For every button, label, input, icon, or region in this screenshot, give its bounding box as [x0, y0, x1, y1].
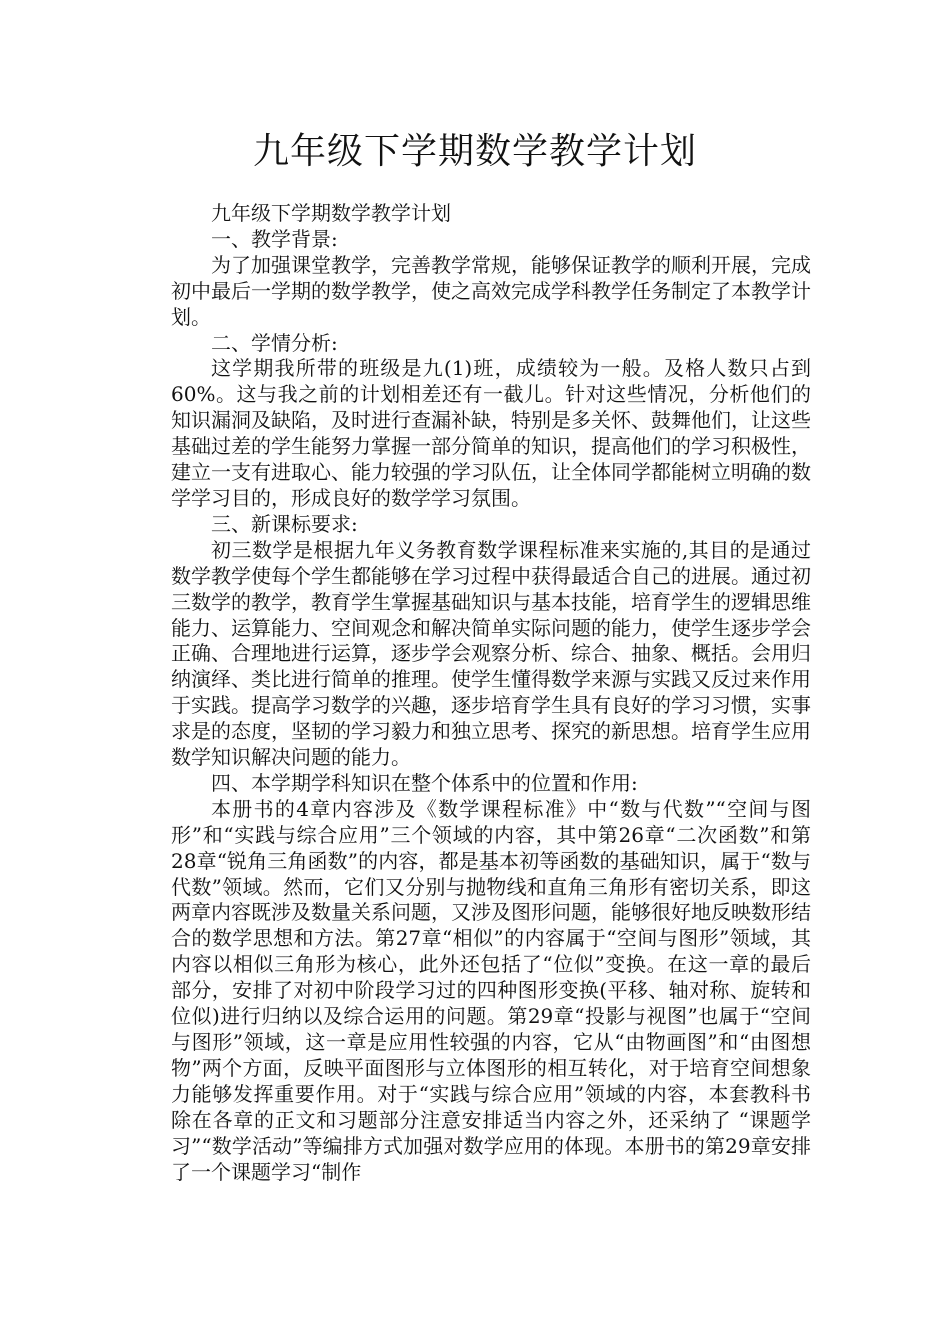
- document-body: [171, 201, 811, 1185]
- paragraph-background: 为了加强课堂教学，完善教学常规，能够保证教学的顺利开展，完成初中最后一学期的数学教学，使之高效完成学科教学任务制定了本教学计划。: [171, 252, 811, 329]
- section-heading-background: 一、教学背景:: [211, 226, 338, 251]
- section-heading-position: 四、本学期学科知识在整个体系中的位置和作用:: [211, 770, 638, 795]
- paragraph-curriculum: 初三数学是根据九年义务教育数学课程标准来实施的,其目的是通过数学教学使每个学生都能够在学习过程中获得最适合自己的进展。通过初三数学的教学，教育学生掌握基础知识与基本技能，培育学生的逻辑思维能力、运算能力、空间观念和解决简单实际问题的能力，使学生逐步学会正确、合理地进行运算，逐步学会观察分析、综合、抽象、概括。会用归纳演绎、类比进行简单的推理。使学生懂得数学来源与实践又反过来作用于实践。提高学习数学的兴趣，逐步培育学生具有良好的学习习惯，实事求是的态度，坚韧的学习毅力和独立思考、探究的新思想。培育学生应用数学知识解决问题的能力。: [171, 537, 811, 770]
- paragraph-analysis: 这学期我所带的班级是九(1)班，成绩较为一般。及格人数只占到60%。这与我之前的计划相差还有一截儿。针对这些情况，分析他们的知识漏洞及缺陷，及时进行查漏补缺，特别是多关怀、鼓舞他们，让这些基础过差的学生能努力掌握一部分简单的知识，提高他们的学习积极性，建立一支有进取心、能力较强的学习队伍，让全体同学都能树立明确的数学学习目的，形成良好的数学学习氛围。: [171, 356, 811, 510]
- section-heading-curriculum: 三、新课标要求:: [211, 511, 358, 536]
- subtitle-line: 九年级下学期数学教学计划: [211, 201, 451, 225]
- document-title: 九年级下学期数学教学计划: [252, 131, 697, 172]
- section-heading-analysis: 二、学情分析:: [211, 330, 338, 355]
- paragraph-position: 本册书的4章内容涉及《数学课程标准》中“数与代数”“空间与图形”和“实践与综合应用”三个领域的内容，其中第26章“二次函数”和第28章“锐角三角函数”的内容，都是基本初等函数的基础知识，属于“数与代数”领域。然而，它们又分别与抛物线和直角三角形有密切关系，即这两章内容既涉及数量关系问题，又涉及图形问题，能够很好地反映数形结合的数学思想和方法。第27章“相似”的内容属于“空间与图形”领域，其内容以相似三角形为核心，此外还包括了“位似”变换。在这一章的最后部分，安排了对初中阶段学习过的四种图形变换(平移、轴对称、旋转和位似)进行归纳以及综合运用的问题。第29章“投影与视图”也属于“空间与图形”领域，这一章是应用性较强的内容，它从“由物画图”和“由图想物”两个方面，反映平面图形与立体图形的相互转化，对于培育空间想象力能够发挥重要作用。对于“实践与综合应用”领域的内容，本套教科书除在各章的正文和习题部分注意安排适当内容之外，还采纳了 “课题学习”“数学活动”等编排方式加强对数学应用的体现。本册书的第29章安排了一个课题学习“制作: [171, 796, 811, 1184]
